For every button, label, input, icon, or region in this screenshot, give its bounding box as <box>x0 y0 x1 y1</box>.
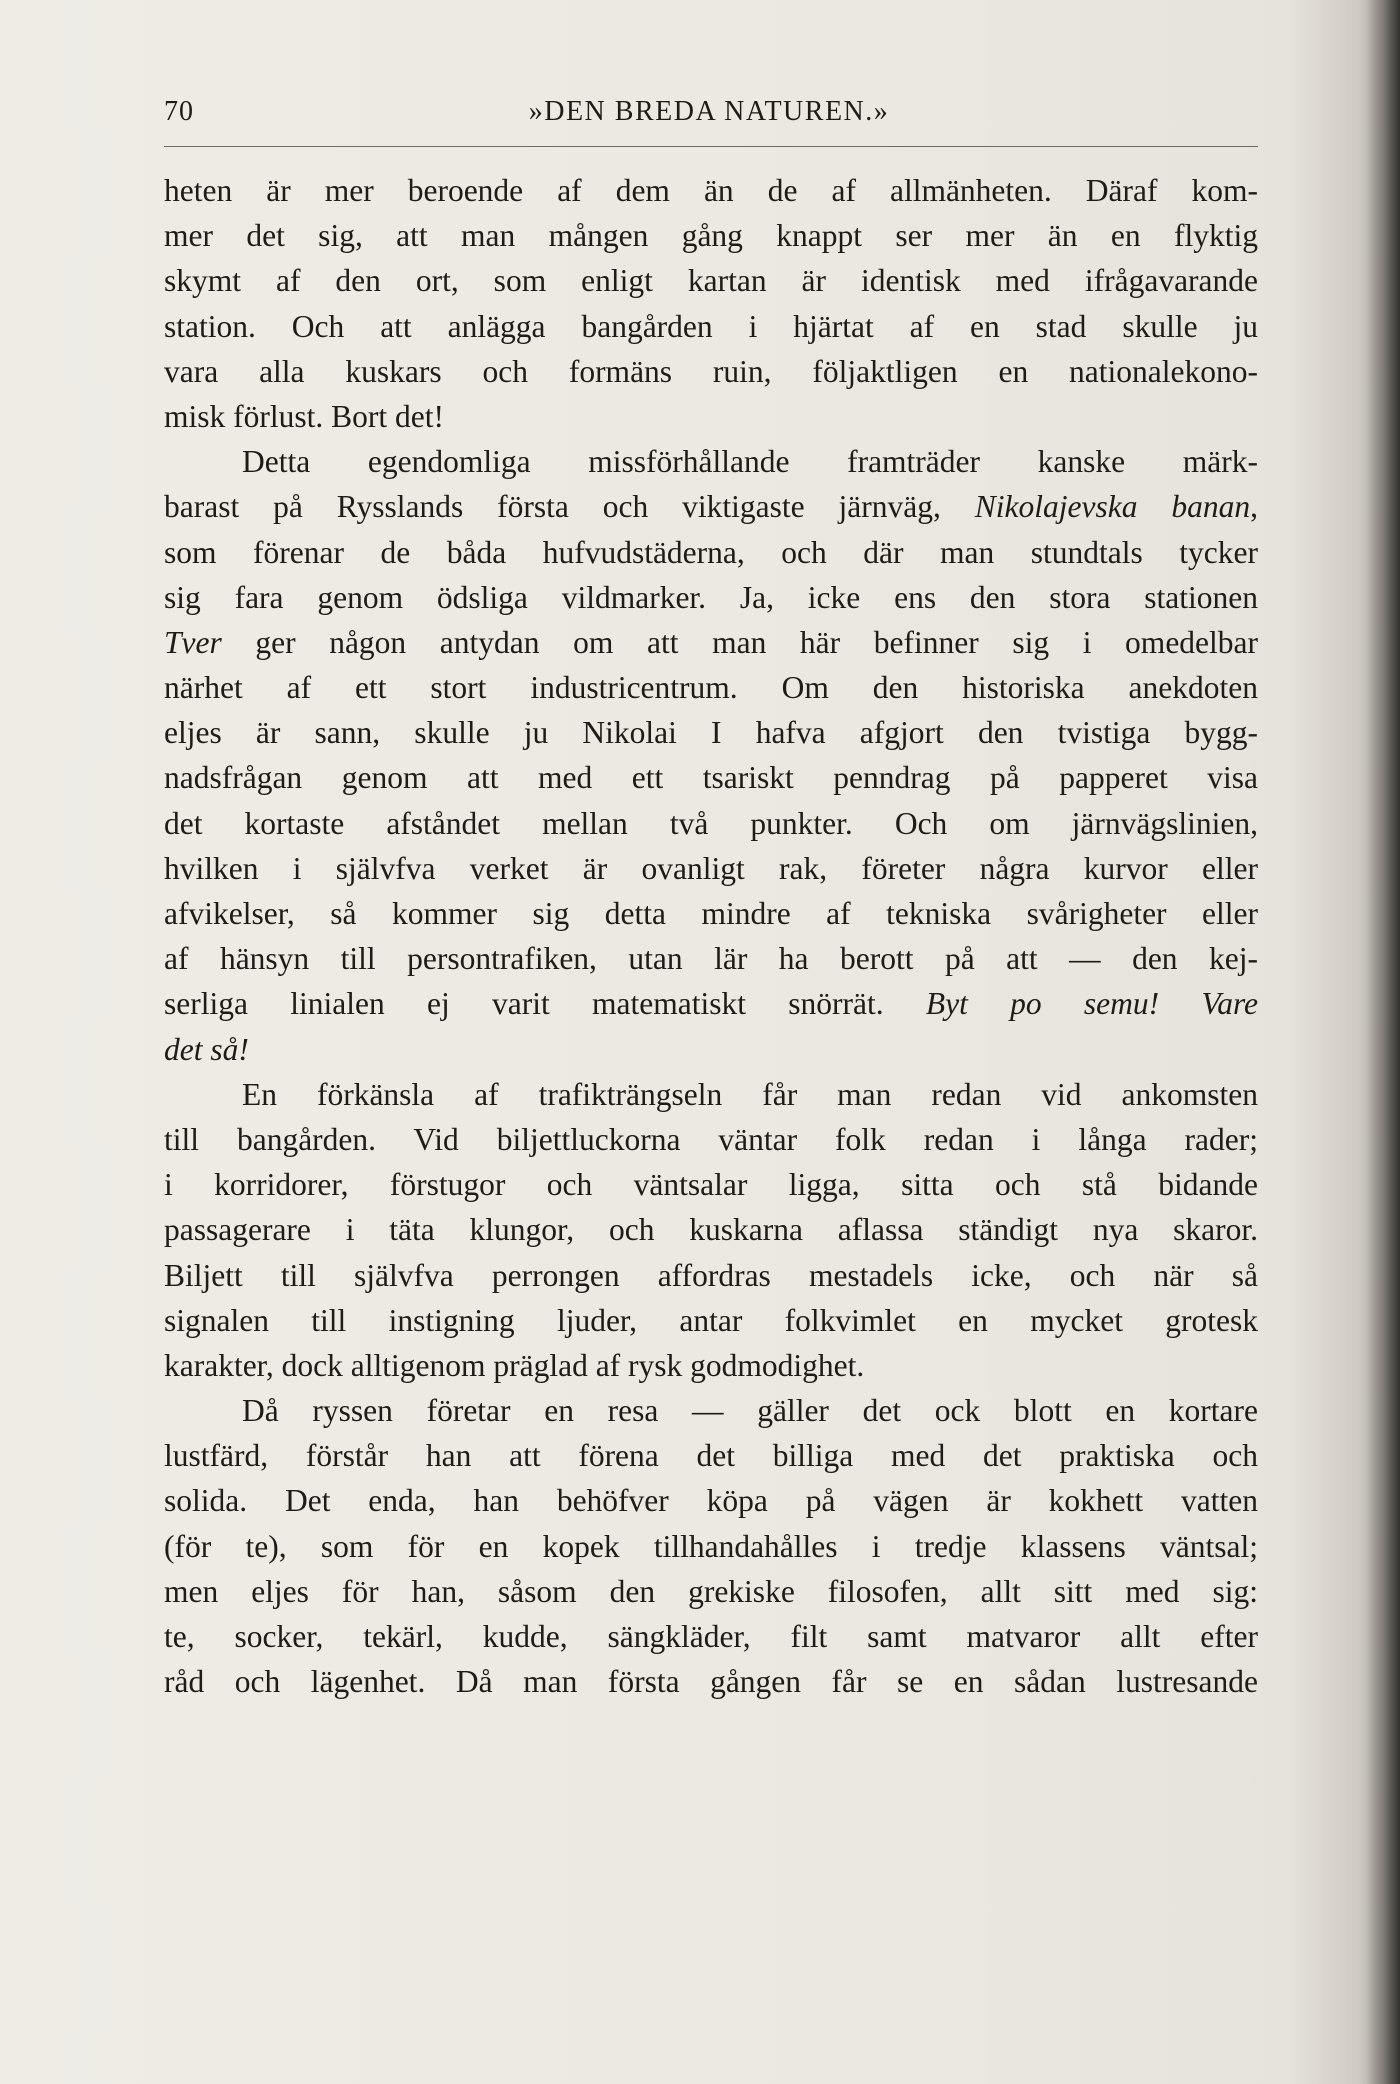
text-line: En förkänsla af trafikträngseln får man redan vid ankomsten <box>242 1076 1258 1112</box>
text-line: te, socker, tekärl, kudde, sängkläder, filt samt matvaror allt efter <box>164 1619 1258 1654</box>
text-line: närhet af ett stort industricentrum. Om den historiska anekdoten <box>164 670 1258 706</box>
text-line: serliga linialen ej varit matematiskt snörrät. Byt po semu! Vare <box>164 986 1259 1022</box>
text-line: eljes är sann, skulle ju Nikolai I hafva afgjort den tvistiga bygg- <box>164 715 1258 751</box>
text-line: nadsfrågan genom att med ett tsariskt penndrag på papperet visa <box>164 760 1258 796</box>
text-line: karakter, dock alltigenom präglad af rysk godmodighet. <box>164 1347 865 1383</box>
text-line: till bangården. Vid biljettluckorna väntar folk redan i långa rader; <box>164 1121 1258 1157</box>
text-line: Biljett till självfva perrongen affordras mestadels icke, och när så <box>164 1257 1258 1293</box>
body-text <box>164 168 1258 1704</box>
text-line: passagerare i täta klungor, och kuskarna aflassa ständigt nya skaror. <box>164 1212 1258 1248</box>
page-header <box>164 96 1254 136</box>
page-number: 70 <box>164 96 194 127</box>
text-line: Då ryssen företar en resa — gäller det ock blott en kortare <box>242 1393 1258 1429</box>
text-line: misk förlust. Bort det! <box>164 398 444 434</box>
text-line: som förenar de båda hufvudstäderna, och där man stundtals tycker <box>164 534 1258 570</box>
text-line: station. Och att anlägga bangården i hjärtat af en stad skulle ju <box>164 308 1258 344</box>
header-rule <box>164 146 1258 147</box>
text-line: mer det sig, att man mången gång knappt ser mer än en flyktig <box>164 218 1258 254</box>
text-line: i korridorer, förstugor och väntsalar ligga, sitta och stå bidande <box>164 1167 1258 1203</box>
text-line: heten är mer beroende af dem än de af allmänheten. Däraf kom- <box>164 173 1258 208</box>
running-title: »DEN BREDA NATUREN.» <box>528 96 890 127</box>
text-line: af hänsyn till persontrafiken, utan lär ha berott på att — den kej- <box>164 941 1258 977</box>
text-line: det så! <box>164 1031 249 1067</box>
text-line: hvilken i självfva verket är ovanligt rak, företer några kurvor eller <box>164 850 1258 886</box>
text-line: Detta egendomliga missförhållande framträder kanske märk- <box>242 444 1258 480</box>
text-line: afvikelser, så kommer sig detta mindre af tekniska svårigheter eller <box>164 896 1258 931</box>
text-line: råd och lägenhet. Då man första gången får se en sådan lustresande <box>164 1664 1258 1700</box>
text-line: skymt af den ort, som enligt kartan är identisk med ifrågavarande <box>164 263 1258 299</box>
text-line: solida. Det enda, han behöfver köpa på vägen är kokhett vatten <box>164 1483 1258 1519</box>
text-line: sig fara genom ödsliga vildmarker. Ja, icke ens den stora stationen <box>164 579 1258 615</box>
text-line: barast på Rysslands första och viktigaste järnväg, Nikolajevska banan, <box>164 489 1258 525</box>
text-line: Tver ger någon antydan om att man här befinner sig i omedelbar <box>164 624 1258 660</box>
text-line: men eljes för han, såsom den grekiske filosofen, allt sitt med sig: <box>164 1573 1258 1609</box>
text-line: vara alla kuskars och formäns ruin, följaktligen en nationalekono- <box>164 353 1258 389</box>
text-line: signalen till instigning ljuder, antar folkvimlet en mycket grotesk <box>164 1302 1258 1338</box>
text-line: (för te), som för en kopek tillhandahålles i tredje klassens väntsal; <box>164 1528 1258 1564</box>
page-gutter-shadow <box>1366 0 1400 2084</box>
text-line: lustfärd, förstår han att förena det billiga med det praktiska och <box>164 1438 1258 1474</box>
text-line: det kortaste afståndet mellan två punkter. Och om järnvägslinien, <box>164 805 1258 841</box>
